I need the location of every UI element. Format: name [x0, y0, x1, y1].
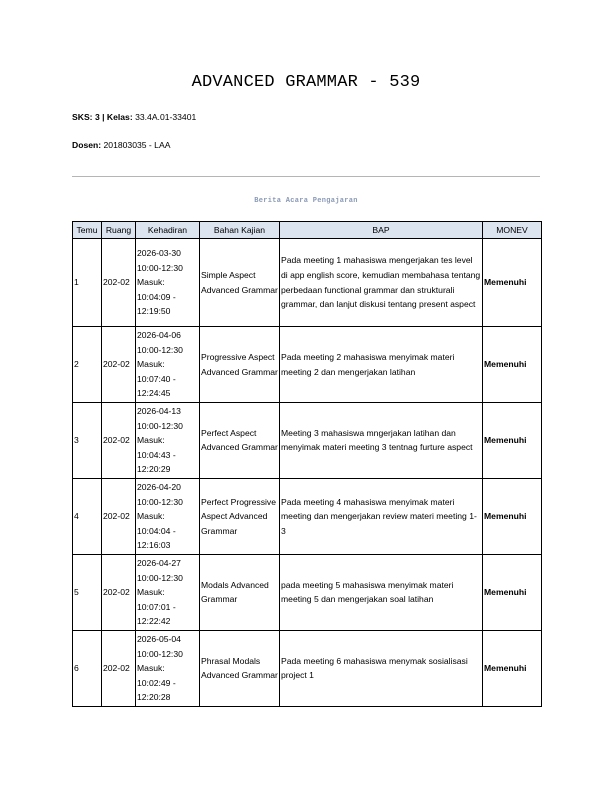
kehadiran-line: 10:07:01 -	[137, 601, 176, 612]
cell-monev: Memenuhi	[483, 239, 542, 327]
dosen-value: 201803035 - LAA	[103, 140, 171, 150]
kehadiran-line: 2026-03-30	[137, 248, 181, 259]
cell-temu: 1	[73, 239, 102, 327]
kehadiran-line: Masuk:	[137, 277, 165, 288]
cell-temu: 4	[73, 478, 102, 554]
kehadiran-line: Masuk:	[137, 587, 165, 598]
kehadiran-line: 10:02:49 -	[137, 677, 176, 688]
kehadiran-line: 2026-04-20	[137, 481, 181, 492]
table-row	[73, 239, 542, 327]
kelas-value: 33.4A.01-33401	[135, 112, 197, 122]
teaching-report-table	[72, 221, 542, 707]
kehadiran-line: Masuk:	[137, 435, 165, 446]
kehadiran-line: 12:19:50	[137, 306, 171, 317]
cell-ruang: 202-02	[102, 630, 136, 706]
cell-kehadiran	[136, 239, 200, 327]
kehadiran-line: Masuk:	[137, 511, 165, 522]
kehadiran-line: 10:00-12:30	[137, 262, 183, 273]
cell-ruang: 202-02	[102, 239, 136, 327]
kehadiran-line: 12:22:42	[137, 616, 171, 627]
kehadiran-line: 10:04:43 -	[137, 449, 176, 460]
kehadiran-line: Masuk:	[137, 663, 165, 674]
header-bahan-kajian: Bahan Kajian	[200, 222, 280, 239]
cell-temu: 3	[73, 403, 102, 479]
dosen-label: Dosen:	[72, 140, 102, 150]
cell-bahan-kajian: Simple Aspect Advanced Grammar	[200, 239, 280, 327]
table-row	[73, 478, 542, 554]
kehadiran-line: 10:00-12:30	[137, 648, 183, 659]
kehadiran-line: 10:00-12:30	[137, 420, 183, 431]
kehadiran-line: 10:04:04 -	[137, 525, 176, 536]
cell-monev: Memenuhi	[483, 554, 542, 630]
cell-bap: Meeting 3 mahasiswa mngerjakan latihan dan menyimak materi meeting 3 tentnag furture aspect	[280, 403, 483, 479]
header-monev: MONEV	[483, 222, 542, 239]
cell-temu: 5	[73, 554, 102, 630]
cell-temu: 2	[73, 327, 102, 403]
kehadiran-line: 10:00-12:30	[137, 344, 183, 355]
cell-ruang: 202-02	[102, 327, 136, 403]
header-ruang: Ruang	[102, 222, 136, 239]
table-row	[73, 327, 542, 403]
cell-kehadiran	[136, 327, 200, 403]
table-row	[73, 403, 542, 479]
cell-kehadiran	[136, 403, 200, 479]
cell-kehadiran	[136, 478, 200, 554]
cell-monev: Memenuhi	[483, 478, 542, 554]
header-kehadiran: Kehadiran	[136, 222, 200, 239]
cell-temu: 6	[73, 630, 102, 706]
cell-ruang: 202-02	[102, 554, 136, 630]
cell-ruang: 202-02	[102, 478, 136, 554]
cell-bahan-kajian: Perfect Aspect Advanced Grammar	[200, 403, 280, 479]
course-info	[72, 112, 196, 122]
header-temu: Temu	[73, 222, 102, 239]
cell-monev: Memenuhi	[483, 403, 542, 479]
table-header-row	[73, 222, 542, 239]
cell-monev: Memenuhi	[483, 630, 542, 706]
page-title: ADVANCED GRAMMAR - 539	[191, 73, 421, 92]
divider	[72, 176, 540, 177]
cell-bap: Pada meeting 6 mahasiswa menymak sosialisasi project 1	[280, 630, 483, 706]
kehadiran-line: 2026-04-27	[137, 557, 181, 568]
section-subtitle: Berita Acara Pengajaran	[254, 197, 358, 205]
kehadiran-line: 12:16:03	[137, 540, 171, 551]
kehadiran-line: 10:00-12:30	[137, 572, 183, 583]
table-body	[73, 239, 542, 707]
cell-kehadiran	[136, 554, 200, 630]
sks-value: 3	[94, 112, 100, 122]
separator: |	[102, 112, 105, 122]
sks-label: SKS:	[72, 112, 93, 122]
kehadiran-line: 2026-04-13	[137, 406, 181, 416]
cell-ruang: 202-02	[102, 403, 136, 479]
cell-kehadiran	[136, 630, 200, 706]
lecturer-info	[72, 140, 170, 150]
cell-bap: Pada meeting 1 mahasiswa mengerjakan tes level di app english score, kemudian membahasa tentang perbedaan functional grammar dan strukturali grammar, dan lanjut diskusi tentang present aspect	[280, 239, 483, 327]
cell-monev: Memenuhi	[483, 327, 542, 403]
cell-bap: Pada meeting 4 mahasiswa menyimak materi meeting dan mengerjakan review materi meeting 1-3	[280, 478, 483, 554]
cell-bap: pada meeting 5 mahasiswa menyimak materi meeting 5 dan mengerjakan soal latihan	[280, 554, 483, 630]
table-row	[73, 630, 542, 706]
table-row	[73, 554, 542, 630]
cell-bahan-kajian: Modals Advanced Grammar	[200, 554, 280, 630]
kehadiran-line: 12:20:29	[137, 464, 171, 475]
header-bap: BAP	[280, 222, 483, 239]
kehadiran-line: 12:20:28	[137, 692, 171, 703]
kehadiran-line: 2026-04-06	[137, 330, 181, 341]
kehadiran-line: 10:07:40 -	[137, 373, 176, 384]
kehadiran-line: 10:00-12:30	[137, 496, 183, 507]
cell-bahan-kajian: Phrasal Modals Advanced Grammar	[200, 630, 280, 706]
cell-bahan-kajian: Perfect Progressive Aspect Advanced Grammar	[200, 478, 280, 554]
kehadiran-line: 2026-05-04	[137, 633, 181, 644]
kehadiran-line: 12:24:45	[137, 388, 171, 399]
kehadiran-line: 10:04:09 -	[137, 291, 176, 302]
cell-bap: Pada meeting 2 mahasiswa menyimak materi meeting 2 dan mengerjakan latihan	[280, 327, 483, 403]
kehadiran-line: Masuk:	[137, 359, 165, 370]
cell-bahan-kajian: Progressive Aspect Advanced Grammar	[200, 327, 280, 403]
kelas-label: Kelas:	[106, 112, 133, 122]
